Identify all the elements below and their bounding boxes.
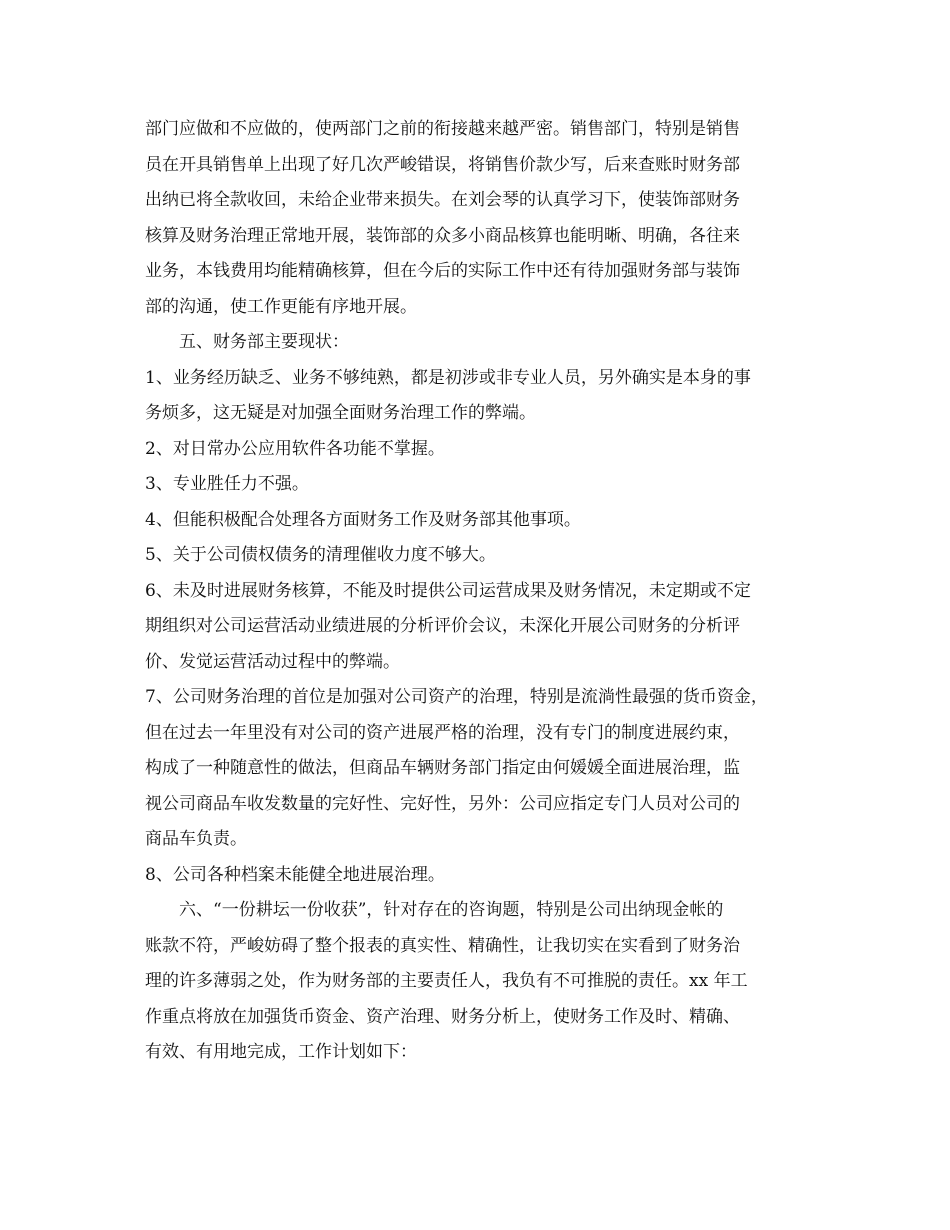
text-line: 账款不符，严峻妨碍了整个报表的真实性、精确性，让我切实在实看到了财务治	[145, 935, 740, 956]
text-line: 出纳已将全款收回，未给企业带来损失。在刘会琴的认真学习下，使装饰部财务	[145, 190, 740, 210]
section-heading: 六、“一份耕坛一份收获”，针对存在的咨询题，特别是公司出纳现金帐的	[179, 900, 724, 920]
list-item: 5、关于公司债权债务的清理催收力度不够大。	[145, 545, 496, 565]
document-body	[145, 112, 830, 1071]
text-line: 期组织对公司运营活动业绩进展的分析评价会议，未深化开展公司财务的分析评	[145, 616, 740, 636]
text-line: 但在过去一年里没有对公司的资产进展严格的治理，没有专门的制度进展约束，	[145, 722, 740, 743]
text-line: 理的许多薄弱之处，作为财务部的主要责任人，我负有不可推脱的责任。xx 年工	[145, 971, 748, 991]
text-line: 务烦多，这无疑是对加强全面财务治理工作的弊端。	[145, 403, 536, 423]
text-line: 视公司商品车收发数量的完好性、完好性，另外：公司应指定专门人员对公司的	[145, 793, 740, 814]
list-item: 3、专业胜任力不强。	[145, 474, 309, 494]
text-line: 部的沟通，使工作更能有序地开展。	[145, 296, 417, 317]
text-line: 价、发觉运营活动过程中的弊端。	[145, 651, 400, 672]
list-item: 2、对日常办公应用软件各功能不掌握。	[145, 438, 445, 459]
section-heading: 五、财务部主要现状：	[179, 332, 349, 352]
text-line: 构成了一种随意性的做法，但商品车辆财务部门指定由何媛媛全面进展治理，监	[145, 758, 740, 778]
list-item: 8、公司各种档案未能健全地进展治理。	[145, 864, 445, 885]
list-item: 7、公司财务治理的首位是加强对公司资产的治理，特别是流淌性最强的货币资金，	[145, 687, 768, 707]
text-line: 核算及财务治理正常地开展，装饰部的众多小商品核算也能明晰、明确，各往来	[145, 225, 740, 246]
text-line: 业务，本钱费用均能精确核算，但在今后的实际工作中还有待加强财务部与装饰	[145, 261, 740, 281]
list-item: 4、但能积极配合处理各方面财务工作及财务部其他事项。	[145, 509, 581, 530]
list-item: 6、未及时进展财务核算，不能及时提供公司运营成果及财务情况，未定期或不定	[145, 580, 751, 601]
text-line: 有效、有用地完成，工作计划如下：	[145, 1042, 417, 1062]
text-line: 部门应做和不应做的，使两部门之前的衔接越来越严密。销售部门，特别是销售	[145, 119, 740, 139]
text-line: 员在开具销售单上出现了好几次严峻错误，将销售价款少写，后来查账时财务部	[145, 154, 740, 175]
text-line: 商品车负责。	[145, 829, 247, 849]
text-line: 作重点将放在加强货币资金、资产治理、财务分析上，使财务工作及时、精确、	[145, 1006, 740, 1027]
list-item: 1、业务经历缺乏、业务不够纯熟，都是初涉或非专业人员，另外确实是本身的事	[145, 367, 751, 388]
